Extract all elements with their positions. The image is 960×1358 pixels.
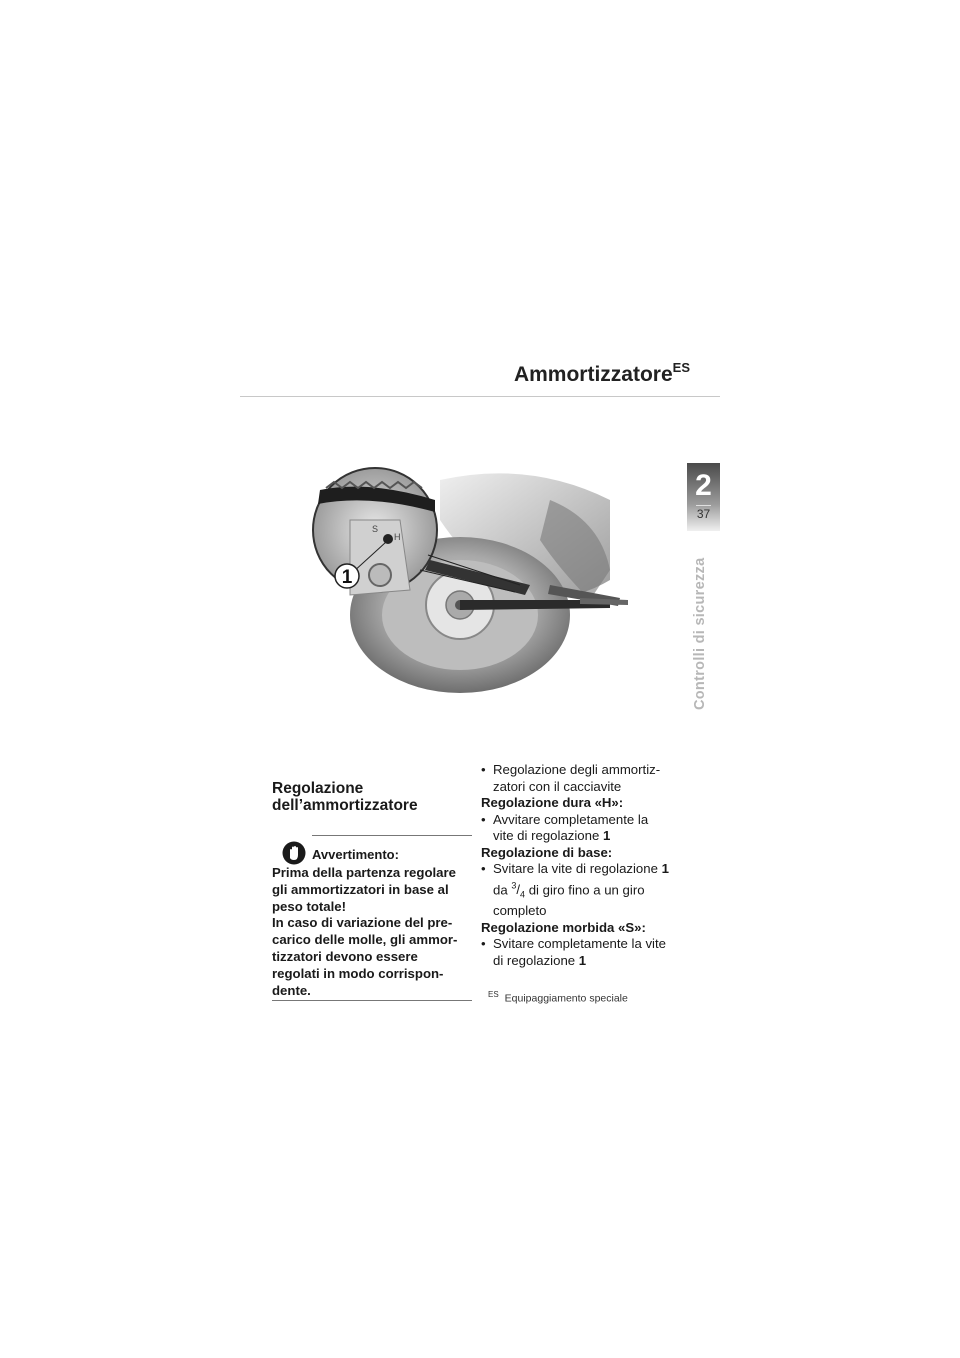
shock-absorber-photo [310,460,640,700]
soft-ref: 1 [578,952,587,968]
hand-stop-icon [282,841,306,865]
intro-line: Regolazione degli ammortiz- [493,762,661,777]
section-heading-line1: Regolazione [272,780,364,797]
base-setting-heading: Regolazione di base: [481,844,613,860]
base-line: Svitare la vite di regolazione [493,861,658,876]
hard-line: vite di regolazione [493,828,600,843]
base-line-suffix: di giro fino a un giro [528,881,645,897]
section-heading [272,780,472,814]
fraction-denominator: 4 [520,889,526,900]
hard-label: H [394,532,401,542]
hard-setting-bullet [481,812,701,845]
fraction: $^3/_4$ [511,880,526,900]
base-line-prefix: da [493,881,508,897]
page-title [514,360,690,387]
page-number: 37 [696,507,711,521]
soft-label: S [372,524,379,534]
warning-line: carico delle molle, gli ammor- [272,932,458,948]
warning-line: gli ammortizzatori in base al [272,881,449,897]
warning-line: peso totale! [272,898,347,914]
soft-line: di regolazione [493,952,576,968]
warning-line: tizzatori devono essere [272,948,418,964]
footnote-marker: ES [488,990,499,999]
warning-line: In caso di variazione del pre- [272,915,453,931]
hard-ref: 1 [602,828,611,843]
warning-line: regolati in modo corrispon- [272,965,444,981]
warning-line: dente. [272,982,311,998]
soft-line: Svitare completamente la vite [493,936,666,952]
warning-bottom-rule [272,1000,472,1001]
header-divider [240,396,720,397]
base-setting-bullet [481,861,701,920]
intro-line: zatori con il cacciavite [493,778,622,794]
soft-setting-heading: Regolazione morbida «S»: [481,919,646,935]
warning-line: Prima della partenza regolare [272,865,456,880]
page-title-superscript: ES [672,360,690,375]
base-ref: 1 [661,861,669,876]
fraction-numerator: 3 [511,880,517,891]
hard-line: Avvitare completamente la [493,811,649,827]
left-column [272,780,472,998]
soft-setting-bullet [481,936,701,969]
footnote [488,990,628,1005]
section-heading-line2: dell’ammortizzatore [272,797,418,814]
warning-text [272,865,472,999]
warning-top-rule [312,835,472,836]
chapter-divider [696,505,711,506]
chapter-number: 2 [695,469,712,502]
footnote-text: Equipaggiamento speciale [504,992,628,1005]
chapter-tab [687,463,720,531]
right-column [481,762,701,969]
chapter-side-label: Controlli di sicurezza [692,557,708,710]
callout-number: 1 [341,567,353,588]
base-line: completo [493,903,547,919]
page-title-text: Ammortizzatore [513,363,673,386]
warning-title: Avvertimento: [312,847,399,862]
hard-setting-heading: Regolazione dura «H»: [481,795,624,810]
intro-bullet [481,762,701,795]
